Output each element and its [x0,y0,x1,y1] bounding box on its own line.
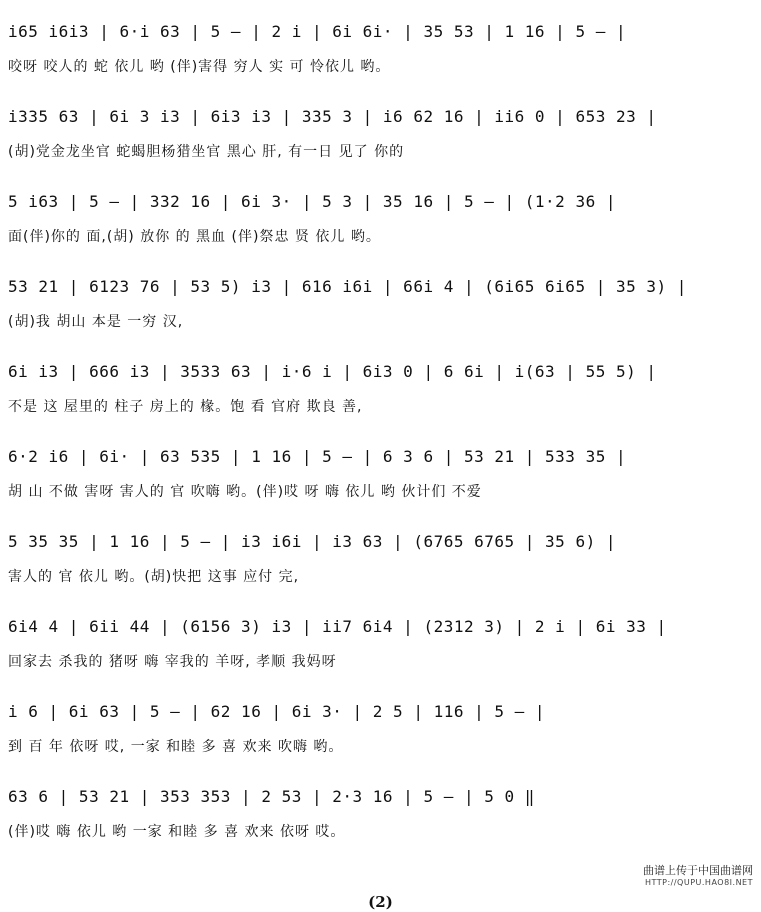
lyrics-line-6: 胡 山 不做 害呀 害人的 官 吹嗨 哟。(伴)哎 呀 嗨 依儿 哟 伙计们 不爱 [8,484,482,500]
score-system-7 [8,524,754,604]
score-system-5 [8,354,754,434]
score-system-6 [8,439,754,519]
score-system-3 [8,184,754,264]
notation-line-2: i335 63 | 6i 3 i3 | 6i3 i3 | 335 3 | i6 62 16 | ii6 0 | 653 23 | [8,107,657,126]
lyrics-line-7: 害人的 官 依儿 哟。(胡)快把 这事 应付 完, [8,569,300,585]
watermark [643,862,753,887]
score-system-4 [8,269,754,349]
notation-line-7: 5 35 35 | 1 16 | 5 – | i3 i6i | i3 63 | (6765 6765 | 35 6) | [8,532,616,551]
notation-line-6: 6·2 i6 | 6i· | 63 535 | 1 16 | 5 – | 6 3 6 | 53 21 | 533 35 | [8,447,627,466]
lyrics-line-10: (伴)哎 嗨 依儿 哟 一家 和睦 多 喜 欢来 依呀 哎。 [8,824,346,840]
lyrics-line-1: 咬呀 咬人的 蛇 依儿 哟 (伴)害得 穷人 实 可 怜依儿 哟。 [8,59,391,75]
score-system-9 [8,694,754,774]
notation-line-9: i 6 | 6i 63 | 5 – | 62 16 | 6i 3· | 2 5 | 116 | 5 – | [8,702,546,721]
watermark-title: 曲谱上传于中国曲谱网 [643,864,753,877]
lyrics-line-9: 到 百 年 依呀 哎, 一家 和睦 多 喜 欢来 吹嗨 哟。 [8,739,344,755]
page-number: (2) [368,893,393,911]
notation-line-5: 6i i3 | 666 i3 | 3533 63 | i·6 i | 6i3 0 | 6 6i | i(63 | 55 5) | [8,362,657,381]
lyrics-line-3: 面(伴)你的 面,(胡) 放你 的 黑血 (伴)祭忠 贤 依儿 哟。 [8,229,381,245]
watermark-url: HTTP://QUPU.HAO8I.NET [645,878,753,887]
notation-line-3: 5 i63 | 5 – | 332 16 | 6i 3· | 5 3 | 35 16 | 5 – | (1·2 36 | [8,192,616,211]
score-system-2 [8,99,754,179]
score-system-1 [8,14,754,94]
lyrics-line-8: 回家去 杀我的 猪呀 嗨 宰我的 羊呀, 孝顺 我妈呀 [8,654,337,670]
notation-line-4: 53 21 | 6123 76 | 53 5) i3 | 616 i6i | 66i 4 | (6i65 6i65 | 35 3) | [8,277,687,296]
lyrics-line-5: 不是 这 屋里的 柱子 房上的 椽。饱 看 官府 欺良 善, [8,399,363,415]
notation-line-10: 63 6 | 53 21 | 353 353 | 2 53 | 2·3 16 | 5 – | 5 0 ‖ [8,787,535,806]
lyrics-line-2: (胡)党金龙坐官 蛇蝎胆杨猎坐官 黑心 肝, 有一日 见了 你的 [8,144,405,160]
score-system-10 [8,779,754,859]
score-system-8 [8,609,754,689]
lyrics-line-4: (胡)我 胡山 本是 一穷 汉, [8,314,184,330]
notation-line-1: i65 i6i3 | 6·i 63 | 5 – | 2 i | 6i 6i· | 35 53 | 1 16 | 5 – | [8,22,627,41]
notation-line-8: 6i4 4 | 6ii 44 | (6156 3) i3 | ii7 6i4 | (2312 3) | 2 i | 6i 33 | [8,617,667,636]
